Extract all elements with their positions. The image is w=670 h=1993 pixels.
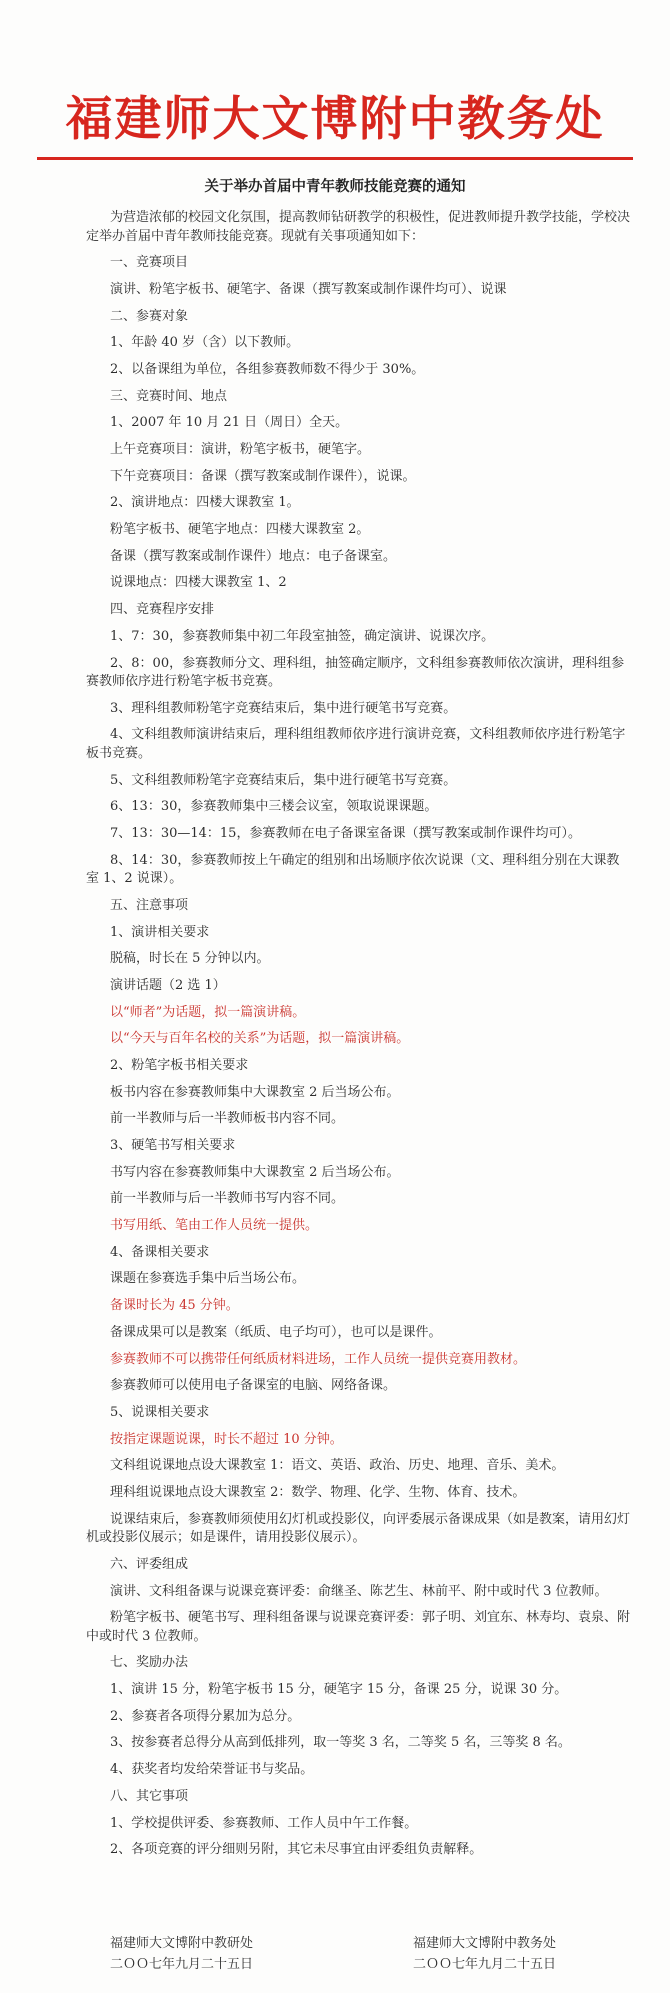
paragraph: 参赛教师可以使用电子备课室的电脑、网络备课。 [110, 1378, 397, 1394]
paragraph: 八、其它事项 [110, 1788, 189, 1804]
paragraph: 2、以备课组为单位，各组参赛教师数不得少于 30%。 [110, 361, 425, 377]
paragraph: 2、演讲地点：四楼大课教室 1。 [110, 495, 300, 511]
paragraph: 3、理科组教师粉笔字竞赛结束后，集中进行硬笔书写竞赛。 [110, 700, 457, 716]
paragraph: 演讲、粉笔字板书、硬笔字、备课（撰写教案或制作课件均可）、说课 [110, 281, 507, 297]
paragraph: 演讲、文科组备课与说课竞赛评委：俞继圣、陈艺生、林前平、附中或时代 3 位教师。 [110, 1583, 608, 1599]
paragraph: 1、演讲 15 分，粉笔字板书 15 分，硬笔字 15 分，备课 25 分，说课 30 分。 [110, 1682, 568, 1698]
paragraph: 三、竞赛时间、地点 [110, 388, 228, 404]
paragraph: 8、14：30，参赛教师按上午确定的组别和出场顺序依次说课（文、理科组分别在大课教室 1、2 说课）。 [86, 852, 620, 887]
paragraph: 5、说课相关要求 [110, 1404, 210, 1420]
paragraph: 四、竞赛程序安排 [110, 602, 215, 618]
highlight-paragraph: 参赛教师不可以携带任何纸质材料进场，工作人员统一提供竞赛用教材。 [110, 1351, 527, 1367]
notice-body [86, 209, 631, 1868]
paragraph: 4、备课相关要求 [110, 1244, 210, 1260]
paragraph: 一、竞赛项目 [110, 255, 189, 271]
paragraph: 备课成果可以是教案（纸质、电子均可），也可以是课件。 [110, 1324, 442, 1340]
paragraph: 1、2007 年 10 月 21 日（周日）全天。 [110, 415, 349, 431]
paragraph: 6、13：30，参赛教师集中三楼会议室，领取说课课题。 [110, 799, 438, 815]
paragraph: 上午竞赛项目：演讲，粉笔字板书，硬笔字。 [110, 442, 371, 457]
paragraph: 2、粉笔字板书相关要求 [110, 1057, 249, 1073]
paragraph: 说课结束后，参赛教师须使用幻灯机或投影仪，向评委展示备课成果（如是教案，请用幻灯机或投影仪展示；如是课件，请用投影仪展示）。 [86, 1511, 631, 1546]
paragraph: 前一半教师与后一半教师书写内容不同。 [110, 1191, 345, 1207]
paragraph: 说课地点：四楼大课教室 1、2 [110, 575, 287, 591]
paragraph: 七、奖励办法 [110, 1655, 189, 1671]
paragraph: 3、按参赛者总得分从高到低排列，取一等奖 3 名，二等奖 5 名，三等奖 8 名。 [110, 1735, 571, 1751]
paragraph: 粉笔字板书、硬笔字地点：四楼大课教室 2。 [110, 522, 370, 538]
paragraph: 7、13：30—14：15，参赛教师在电子备课室备课（撰写教案或制作课件均可）。 [110, 825, 581, 841]
highlight-paragraph: 按指定课题说课，时长不超过 10 分钟。 [110, 1431, 343, 1447]
paragraph: 五、注意事项 [110, 897, 189, 913]
highlight-paragraph: 书写用纸、笔由工作人员统一提供。 [110, 1218, 319, 1234]
highlight-paragraph: 以“今天与百年名校的关系”为话题，拟一篇演讲稿。 [110, 1031, 410, 1047]
paragraph: 2、各项竞赛的评分细则另附，其它未尽事宜由评委组负责解释。 [110, 1842, 483, 1858]
paragraph: 课题在参赛选手集中后当场公布。 [110, 1271, 306, 1287]
highlight-paragraph: 以“师者”为话题，拟一篇演讲稿。 [110, 1004, 306, 1020]
paragraph: 演讲话题（2 选 1） [110, 977, 226, 993]
paragraph: 5、文科组教师粉笔字竞赛结束后，集中进行硬笔书写竞赛。 [110, 772, 457, 788]
paragraph: 板书内容在参赛教师集中大课教室 2 后当场公布。 [110, 1084, 400, 1100]
paragraph: 1、演讲相关要求 [110, 924, 210, 940]
masthead-divider [37, 157, 633, 160]
signature-right [413, 1933, 556, 1975]
paragraph: 1、年龄 40 岁（含）以下教师。 [110, 335, 300, 351]
paragraph: 书写内容在参赛教师集中大课教室 2 后当场公布。 [110, 1164, 400, 1180]
masthead-title: 福建师大文博附中教务处 [65, 92, 605, 147]
paragraph: 理科组说课地点设大课教室 2：数学、物理、化学、生物、体育、技术。 [110, 1484, 526, 1500]
paragraph: 文科组说课地点设大课教室 1：语文、英语、政治、历史、地理、音乐、美术。 [110, 1458, 565, 1474]
paragraph: 2、8：00，参赛教师分文、理科组，抽签确定顺序，文科组参赛教师依次演讲，理科组参赛教师依序进行粉笔字板书竞赛。 [86, 655, 625, 689]
paragraph: 前一半教师与后一半教师板书内容不同。 [110, 1111, 345, 1127]
paragraph: 2、参赛者各项得分累加为总分。 [110, 1708, 301, 1724]
paragraph: 4、文科组教师演讲结束后，理科组组教师依序进行演讲竞赛，文科组教师依序进行粉笔字板书竞赛。 [86, 727, 626, 761]
paragraph: 二、参赛对象 [110, 308, 189, 324]
paragraph: 六、评委组成 [110, 1556, 189, 1572]
highlight-paragraph: 备课时长为 45 分钟。 [110, 1298, 239, 1314]
paragraph: 备课（撰写教案或制作课件）地点：电子备课室。 [110, 548, 397, 564]
paragraph: 脱稿，时长在 5 分钟以内。 [110, 951, 270, 967]
notice-title: 关于举办首届中青年教师技能竞赛的通知 [204, 178, 466, 195]
paragraph: 1、学校提供评委、参赛教师、工作人员中午工作餐。 [110, 1815, 418, 1831]
signature-right-org: 福建师大文博附中教务处 [413, 1936, 557, 1951]
paragraph: 粉笔字板书、硬笔书写、理科组备课与说课竞赛评委：郭子明、刘宜东、林寿均、袁泉、附中或时代 3 位教师。 [86, 1610, 631, 1644]
paragraph: 1、7：30，参赛教师集中初二年段室抽签，确定演讲、说课次序。 [110, 628, 495, 644]
signature-left [110, 1933, 253, 1975]
paragraph: 3、硬笔书写相关要求 [110, 1138, 236, 1153]
signature-left-org: 福建师大文博附中教研处 [110, 1936, 254, 1951]
paragraph: 下午竞赛项目：备课（撰写教案或制作课件），说课。 [110, 468, 416, 484]
paragraph: 4、获奖者均发给荣誉证书与奖品。 [110, 1762, 314, 1778]
paragraph: 为营造浓郁的校园文化氛围，提高教师钻研教学的积极性，促进教师提升教学技能，学校决定举办首届中青年教师技能竞赛。现就有关事项通知如下： [86, 210, 631, 244]
signature-right-date: 二ＯＯ七年九月二十五日 [413, 1957, 557, 1972]
signature-left-date: 二ＯＯ七年九月二十五日 [110, 1957, 254, 1972]
